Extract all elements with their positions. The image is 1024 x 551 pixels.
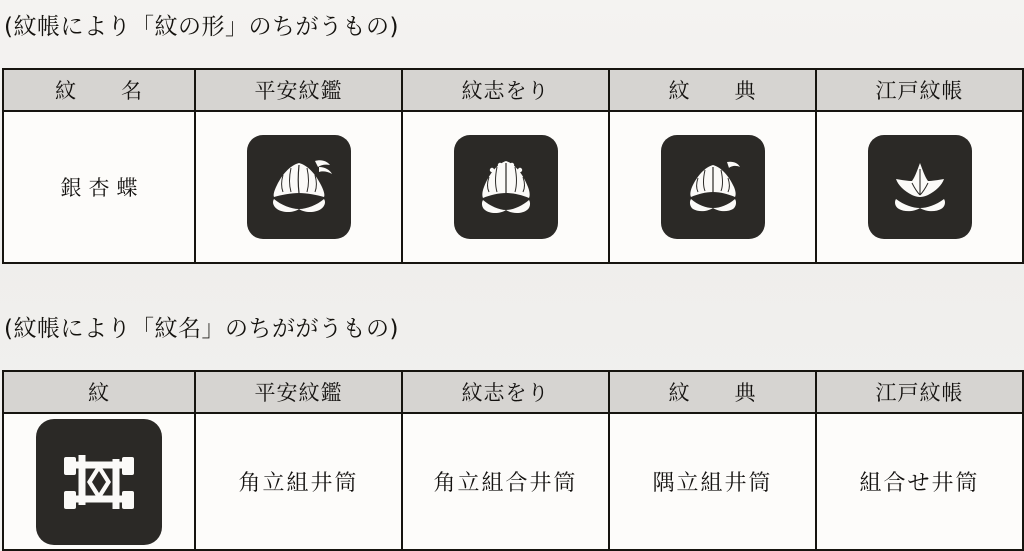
crest-name-monten	[609, 413, 816, 550]
crest-wrapper	[817, 135, 1022, 239]
kumi-izutsu-crest-icon	[36, 419, 162, 545]
crest-name-comparison-table	[2, 370, 1024, 551]
crest-cell-monten	[609, 111, 816, 263]
column-header-monshiwori: 紋志をり	[402, 69, 609, 111]
crest-wrapper	[403, 135, 608, 239]
crest-cell-heian-monkan	[195, 111, 402, 263]
table-row	[3, 413, 1023, 550]
crest-name-monshiwori	[402, 413, 609, 550]
crest-name-edo-monchou	[816, 413, 1023, 550]
ginkgo-butterfly-crest-2-icon	[454, 135, 558, 239]
column-header-heian-monkan: 平安紋鑑	[195, 371, 402, 413]
column-header-monten: 紋 典	[609, 371, 816, 413]
column-header-mon-name: 紋 名	[3, 69, 195, 111]
ginkgo-butterfly-crest-4-icon	[868, 135, 972, 239]
crest-wrapper	[610, 135, 815, 239]
crest-name-heian-monkan	[195, 413, 402, 550]
ginkgo-butterfly-crest-3-icon	[661, 135, 765, 239]
column-header-heian-monkan: 平安紋鑑	[195, 69, 402, 111]
crest-cell-monshiwori	[402, 111, 609, 263]
crest-name-text: 角立組井筒	[238, 471, 359, 496]
crest-shape-comparison-table	[2, 68, 1024, 264]
section-1-caption: (紋帳により「紋の形」のちがうもの)	[4, 14, 399, 40]
table-header-row	[3, 371, 1023, 413]
table-header-row	[3, 69, 1023, 111]
table-row	[3, 111, 1023, 263]
column-header-edo-monchou: 江戸紋帳	[816, 371, 1023, 413]
section-2-caption: (紋帳により「紋名」のちががうもの)	[4, 316, 399, 342]
crest-name-text: 組合せ井筒	[859, 471, 980, 496]
crest-name-text: 隅立組井筒	[652, 471, 773, 496]
crest-cell-kumi-izutsu	[3, 413, 195, 550]
crest-name-text: 角立組合井筒	[433, 471, 578, 496]
column-header-mon: 紋	[3, 371, 195, 413]
crest-cell-edo-monchou	[816, 111, 1023, 263]
ginkgo-butterfly-crest-1-icon	[247, 135, 351, 239]
crest-wrapper	[4, 419, 194, 545]
column-header-edo-monchou: 江戸紋帳	[816, 69, 1023, 111]
column-header-monten: 紋 典	[609, 69, 816, 111]
row-label-ginkgo-butterfly	[3, 111, 195, 263]
crest-name-text: 銀杏蝶	[60, 176, 145, 200]
crest-wrapper	[196, 135, 401, 239]
column-header-monshiwori: 紋志をり	[402, 371, 609, 413]
